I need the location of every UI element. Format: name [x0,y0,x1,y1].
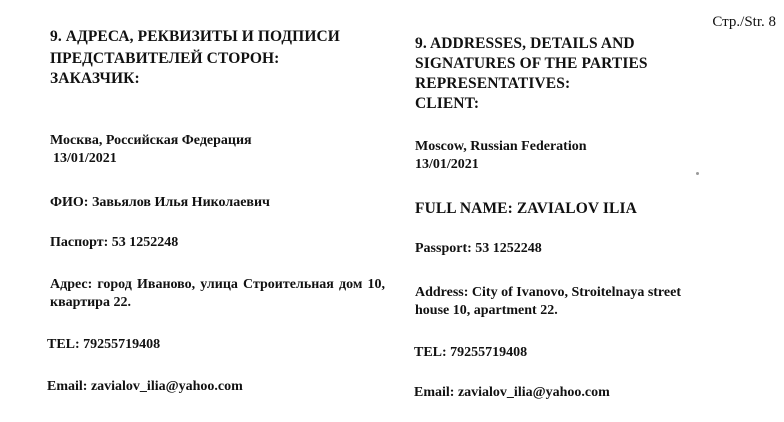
ru-heading-line-2: ПРЕДСТАВИТЕЛЕЙ СТОРОН: [50,50,280,67]
ru-heading-line-3: ЗАКАЗЧИК: [50,70,140,87]
en-address-line-2: house 10, apartment 22. [415,303,558,318]
en-heading-line-3: REPRESENTATIVES: [415,75,571,92]
ru-date: 13/01/2021 [53,151,117,166]
en-tel: TEL: 79255719408 [414,345,528,360]
scan-speck [696,172,699,175]
en-heading-line-1: 9. ADDRESSES, DETAILS AND [415,35,635,52]
en-full-name: FULL NAME: ZAVIALOV ILIA [415,200,637,217]
ru-email: Email: zavialov_ilia@yahoo.com [47,379,243,394]
en-location: Moscow, Russian Federation [415,139,587,154]
ru-tel: TEL: 79255719408 [47,337,161,352]
ru-heading-line-1: 9. АДРЕСА, РЕКВИЗИТЫ И ПОДПИСИ [50,28,340,45]
ru-address: Адрес: город Иваново, улица Строительная дом 10, квартира 22. [50,277,385,310]
en-heading-line-4: CLIENT: [415,95,480,112]
page-number: Стр./Str. 8 [712,14,776,30]
en-heading-line-2: SIGNATURES OF THE PARTIES [415,55,648,72]
ru-location: Москва, Российская Федерация [50,133,252,148]
ru-passport: Паспорт: 53 1252248 [50,235,179,250]
en-address-line-1: Address: City of Ivanovo, Stroitelnaya street [415,285,681,300]
en-date: 13/01/2021 [415,157,479,172]
ru-full-name: ФИО: Завьялов Илья Николаевич [50,195,270,210]
en-email: Email: zavialov_ilia@yahoo.com [414,385,610,400]
en-passport: Passport: 53 1252248 [415,241,542,256]
